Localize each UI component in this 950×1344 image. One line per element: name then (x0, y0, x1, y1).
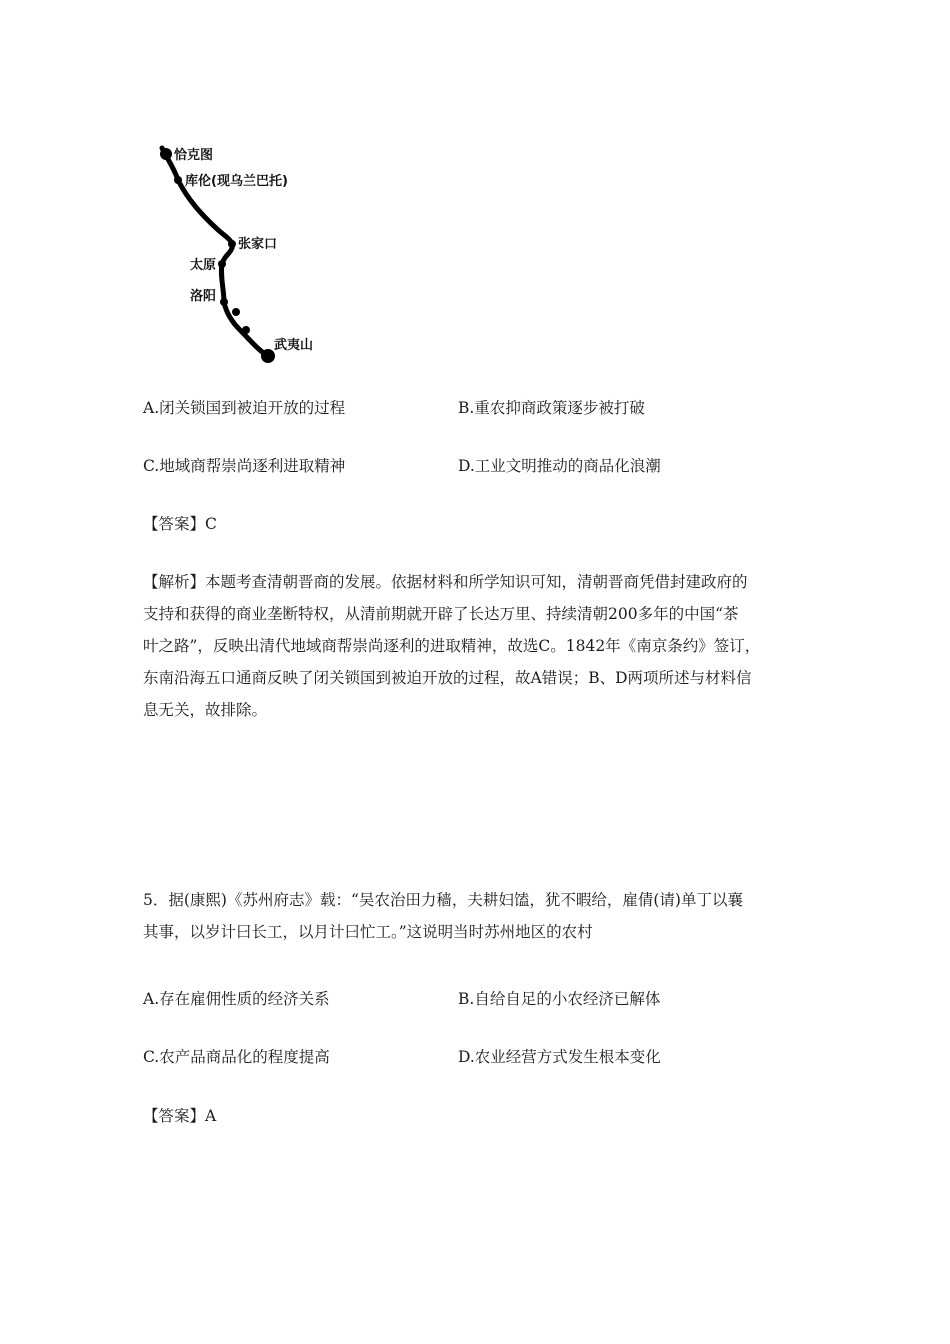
tea-road-route-figure (140, 130, 340, 375)
q4-analysis-line: 【解析】本题考查清朝晋商的发展。依据材料和所学知识可知，清朝晋商凭借封建政府的 (143, 573, 748, 591)
stop-marker-kyakhta (160, 148, 172, 160)
tea-road-map (140, 130, 340, 375)
q4-option-b: B.重农抑商政策逐步被打破 (458, 399, 645, 417)
q5-stem-line: 5．据(康熙)《苏州府志》载：“吴农治田力穑，夫耕妇馌，犹不暇给，雇倩(请)单丁以襄 (143, 891, 743, 909)
q5-answer: 【答案】A (143, 1107, 217, 1125)
q4-analysis-line: 支持和获得的商业垄断特权，从清前期就开辟了长达万里、持续清朝200多年的中国“茶 (143, 605, 739, 623)
stop-label-wuyishan: 武夷山 (274, 338, 314, 353)
q4-analysis-line: 息无关，故排除。 (143, 701, 268, 719)
stop-marker-wuyishan (261, 349, 275, 363)
q4-analysis-line: 叶之路”，反映出清代地域商帮崇尚逐利的进取精神，故选C。1842年《南京条约》签订， (143, 637, 761, 655)
q5-stem-line: 其事，以岁计曰长工，以月计曰忙工。”这说明当时苏州地区的农村 (143, 923, 593, 941)
stop-label-zhangjiakou: 张家口 (238, 237, 278, 252)
stop-marker-kulun (174, 176, 182, 184)
stop-label-kulun: 库伦(现乌兰巴托) (185, 174, 288, 189)
stop-label-kyakhta: 恰克图 (174, 148, 214, 163)
stop-marker-mid2 (242, 326, 250, 334)
q5-option-c: C.农产品商品化的程度提高 (143, 1048, 330, 1066)
stop-label-taiyuan: 太原 (190, 258, 217, 273)
stop-marker-mid (232, 308, 240, 316)
stop-label-luoyang: 洛阳 (190, 289, 217, 304)
stop-marker-luoyang (220, 298, 228, 306)
q5-option-a: A.存在雇佣性质的经济关系 (143, 990, 330, 1008)
stop-marker-taiyuan (218, 260, 226, 268)
q4-option-c: C.地域商帮崇尚逐利进取精神 (143, 457, 346, 475)
q4-option-d: D.工业文明推动的商品化浪潮 (458, 457, 661, 475)
q5-option-b: B.自给自足的小农经济已解体 (458, 990, 661, 1008)
stop-marker-zhangjiakou (228, 240, 236, 248)
q5-stem (143, 884, 811, 948)
q5-option-d: D.农业经营方式发生根本变化 (458, 1048, 661, 1066)
q4-option-a: A.闭关锁国到被迫开放的过程 (143, 399, 346, 417)
q4-analysis (143, 566, 811, 726)
q4-answer: 【答案】C (143, 515, 217, 533)
q4-analysis-line: 东南沿海五口通商反映了闭关锁国到被迫开放的过程，故A错误；B、D两项所述与材料信 (143, 669, 752, 687)
